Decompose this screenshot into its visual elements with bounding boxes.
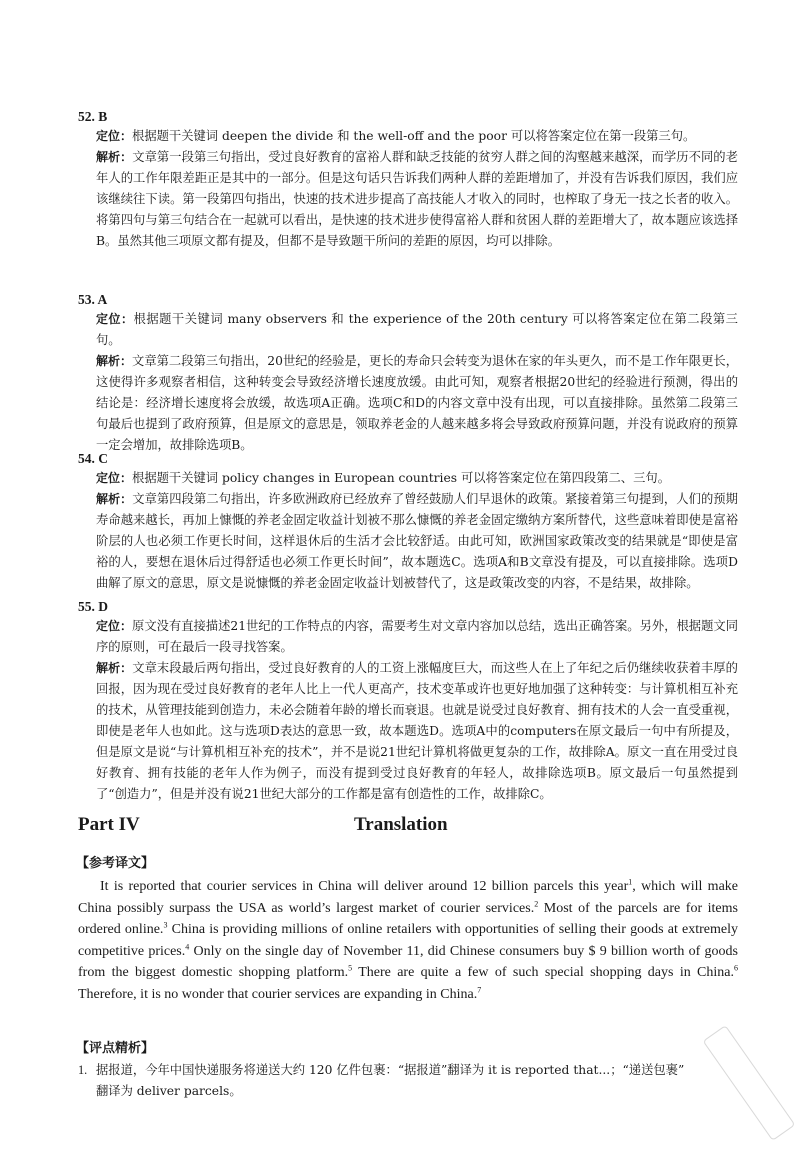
locate-label: 定位： bbox=[96, 619, 133, 633]
analysis-label: 解析： bbox=[96, 661, 133, 675]
note-item bbox=[78, 1060, 738, 1102]
note-line: 翻译为 deliver parcels。 bbox=[96, 1084, 242, 1098]
analysis-paragraph bbox=[78, 351, 738, 456]
locate-label: 定位： bbox=[96, 312, 134, 326]
analysis-text: 文章第一段第三句指出，受过良好教育的富裕人群和缺乏技能的贫穷人群之间的沟壑越来越深，而学历不同的老年人的工作年限差距正是其中的一部分。但是这句话只告诉我们两种人群的差距增加了，并没有告诉我们原因，我们应该继续往下读。第一段第四句指出，快速的技术进步提高了高技能人才收入的同时，也榨取了身无一技之长者的收入。将第四句与第三句结合在一起就可以看出，是快速的技术进步使得富裕人群和贫困人群的差距增大了，故本题应该选择B。虽然其他三项原文都有提及，但都不是导致题干所问的差距的原因，均可以排除。 bbox=[96, 150, 738, 248]
part-label: Part IV bbox=[78, 814, 140, 835]
reference-translation: It is reported that courier services in China will deliver around 12 billion parcels this year$^1$, which will make China possibly surpass the USA as world’s largest market of courier services.$^2$ Most of the parcels are for items ordered online.$^3$ China is providing millions of online retailers with opportunities of selling their goods at extremely competitive prices.$^4$ Only on the single day of November 11, did Chinese consumers buy $ 9 billion worth of goods from the biggest domestic shopping platform.$^5$ There are quite a few of such special shopping days in China.$^6$ Therefore, it is no wonder that courier services are expanding in China.$^7$ bbox=[78, 877, 739, 1002]
note-number: 1. bbox=[78, 1063, 88, 1077]
analysis-text: 文章第四段第二句指出，许多欧洲政府已经放弃了曾经鼓励人们早退休的政策。紧接着第三句提到，人们的预期寿命越来越长，再加上慷慨的养老金固定收益计划被不那么慷慨的养老金固定缴纳方案所替代，这些意味着即使是富裕阶层的人也必须工作更长时间，这样退休后的生活才会比较舒适。由此可知，欧洲国家政策改变的结果就是“即使是富裕的人，要想在退休后过得舒适也必须工作更长时间”，故本题选C。选项A和B文章没有提及，可以直接排除。选项D曲解了原文的意思，原文是说慷慨的养老金固定收益计划被替代了，这是政策改变的内容，不是结果，故排除。 bbox=[96, 492, 738, 590]
analysis-paragraph bbox=[78, 147, 738, 252]
question-number: 54. C bbox=[78, 451, 108, 466]
analysis-label: 解析： bbox=[96, 150, 133, 164]
locate-paragraph bbox=[78, 468, 738, 489]
analysis-paragraph bbox=[78, 658, 738, 805]
question-53 bbox=[78, 291, 738, 456]
locate-label: 定位： bbox=[96, 129, 133, 143]
locate-text: 根据题干关键词 deepen the divide 和 the well-off and the poor 可以将答案定位在第一段第三句。 bbox=[132, 129, 696, 143]
locate-label: 定位： bbox=[96, 471, 133, 485]
locate-paragraph bbox=[78, 309, 738, 351]
analysis-text: 文章末段最后两句指出，受过良好教育的人的工资上涨幅度巨大，而这些人在上了年纪之后仍继续收获着丰厚的回报，因为现在受过良好教育的老年人比上一代人更高产，技术变革或许也更好地加强了这种转变：与计算机相互补充的技术，从管理技能到创造力，未必会随着年龄的增长而衰退。也就是说受过良好教育、拥有技术的人会一直受重视，即使是老年人也如此。这与选项D表达的意思一致，故本题选D。选项A中的computers在原文最后一句中有所提及，但是原文是说“与计算机相互补充的技术”，并不是说21世纪计算机将做更复杂的工作，故排除A。原文一直在用受过良好教育、拥有技能的老年人作为例子，而没有提到受过良好教育的年轻人，故排除选项B。原文最后一句虽然提到了“创造力”，但是并没有说21世纪大部分的工作都是富有创造性的工作，故排除C。 bbox=[96, 661, 738, 801]
locate-text: 根据题干关键词 many observers 和 the experience of the 20th century 可以将答案定位在第二段第三句。 bbox=[96, 312, 738, 347]
note-line: 据报道，今年中国快递服务将递送大约 120 亿件包裹：“据报道”翻译为 it is reported that...；“递送包裹” bbox=[96, 1063, 685, 1077]
notes-heading: 【评点精析】 bbox=[76, 1041, 155, 1056]
question-number: 52. B bbox=[78, 109, 108, 124]
locate-text: 原文没有直接描述21世纪的工作特点的内容，需要考生对文章内容加以总结，选出正确答案。另外，根据题文同序的原则，可在最后一段寻找答案。 bbox=[96, 619, 738, 654]
question-54 bbox=[78, 450, 738, 594]
question-number: 53. A bbox=[78, 292, 108, 307]
question-55 bbox=[78, 598, 738, 805]
analysis-label: 解析： bbox=[96, 354, 133, 368]
analysis-text: 文章第二段第三句指出，20世纪的经验是，更长的寿命只会转变为退休在家的年头更久，而不是工作年限更长，这使得许多观察者相信，这种转变会导致经济增长速度放缓。由此可知，观察者根据20世纪的经验进行预测，得出的结论是：经济增长速度将会放缓，故选项A正确。选项C和D的内容文章中没有出现，可以直接排除。虽然第二段第三句最后也提到了政府预算，但是原文的意思是，领取养老金的人越来越多将会导致政府预算问题，并没有说政府的预算一定会增加，故排除选项B。 bbox=[96, 354, 738, 452]
locate-paragraph bbox=[78, 126, 738, 147]
question-52 bbox=[78, 108, 738, 252]
analysis-paragraph bbox=[78, 489, 738, 594]
locate-paragraph bbox=[78, 616, 738, 658]
part-title: Translation bbox=[354, 814, 448, 835]
locate-text: 根据题干关键词 policy changes in European countries 可以将答案定位在第四段第二、三句。 bbox=[132, 471, 670, 485]
question-number: 55. D bbox=[78, 599, 108, 614]
reference-heading: 【参考译文】 bbox=[76, 856, 155, 871]
analysis-label: 解析： bbox=[96, 492, 133, 506]
